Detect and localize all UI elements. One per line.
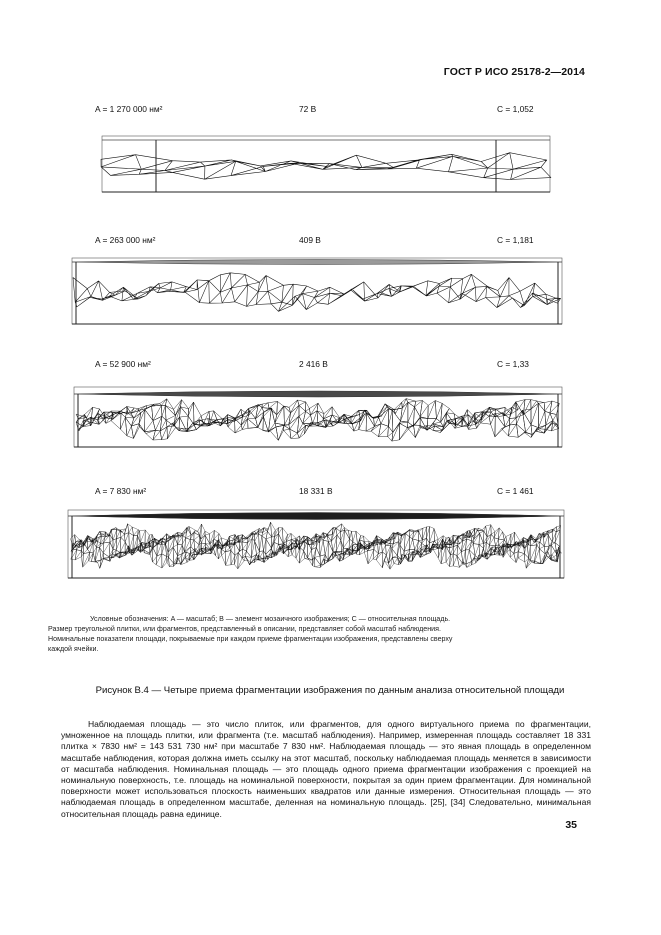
legend-line-1: Условные обозначения: A — масштаб; B — элемент мозаичного изображения; C — относительная площадь. bbox=[90, 615, 451, 623]
panel-4-ratio-label: C = 1 461 bbox=[497, 486, 534, 496]
legend-line-4: каждой ячейки. bbox=[48, 645, 99, 653]
panel-1-tessellation-image bbox=[100, 122, 552, 204]
panel-2-tessellation-image bbox=[70, 252, 564, 330]
panel-3-tessellation-image bbox=[72, 377, 564, 457]
panel-3-ratio-label: C = 1,33 bbox=[497, 359, 529, 369]
page-number: 35 bbox=[565, 819, 577, 831]
figure-legend bbox=[48, 614, 604, 654]
body-text: Наблюдаемая площадь — это число плиток, или фрагментов, для одного виртуального приема по фрагментации, умноженное на площадь плитки, или фрагмента (т.е. масштаб наблюдения). Например, измеренная площадь составляет 18 331 плитка × 7830 нм² = 143 531 730 нм² при масштабе 7 830 нм². Наблюдаемая площадь — это явная площадь в определенном масштабе наблюдения, которая должна иметь ссылку на этот масштаб, поскольку наблюдаемая площадь меняется в зависимости от масштаба наблюдения. Номинальная площадь — это площадь одного приема фрагментации изображения с проекцией на номинальную поверхность, т.е. площадь на номинальной поверхности, покрытая за один прием фрагментации. Для номинальной поверхности может использоваться плоскость наименьших квадратов или данные измерения. Относительная площадь — это наблюдаемая площадь в определенном масштабе, деленная на номинальную площадь. [25], [34] Следовательно, минимальная относительная площадь равна единице. bbox=[61, 719, 591, 819]
panel-1-count-label: 72 B bbox=[299, 104, 317, 114]
panel-4-area-label: A = 7 830 нм² bbox=[95, 486, 147, 496]
panel-1-ratio-label: C = 1,052 bbox=[497, 104, 534, 114]
legend-line-2: Размер треугольной плитки, или фрагментов, представленный в описании, представляет собой масштаб наблюдения. bbox=[48, 625, 441, 633]
panel-2-area-label: A = 263 000 нм² bbox=[95, 235, 156, 245]
body-paragraph bbox=[61, 719, 591, 820]
legend-line-3: Номинальные показатели площади, покрываемые при каждом приеме фрагментации изображения, представлены сверху bbox=[48, 635, 453, 643]
panel-4-tessellation-image bbox=[66, 506, 566, 586]
panel-2-ratio-label: C = 1,181 bbox=[497, 235, 534, 245]
standard-header: ГОСТ Р ИСО 25178-2—2014 bbox=[443, 66, 585, 78]
panel-3-area-label: A = 52 900 нм² bbox=[95, 359, 151, 369]
panel-2-count-label: 409 B bbox=[299, 235, 321, 245]
panel-3-count-label: 2 416 B bbox=[299, 359, 328, 369]
panel-1-area-label: A = 1 270 000 нм² bbox=[95, 104, 163, 114]
panel-4-count-label: 18 331 B bbox=[299, 486, 333, 496]
figure-title: Рисунок В.4 — Четыре приема фрагментации изображения по данным анализа относительной площади bbox=[95, 685, 565, 696]
